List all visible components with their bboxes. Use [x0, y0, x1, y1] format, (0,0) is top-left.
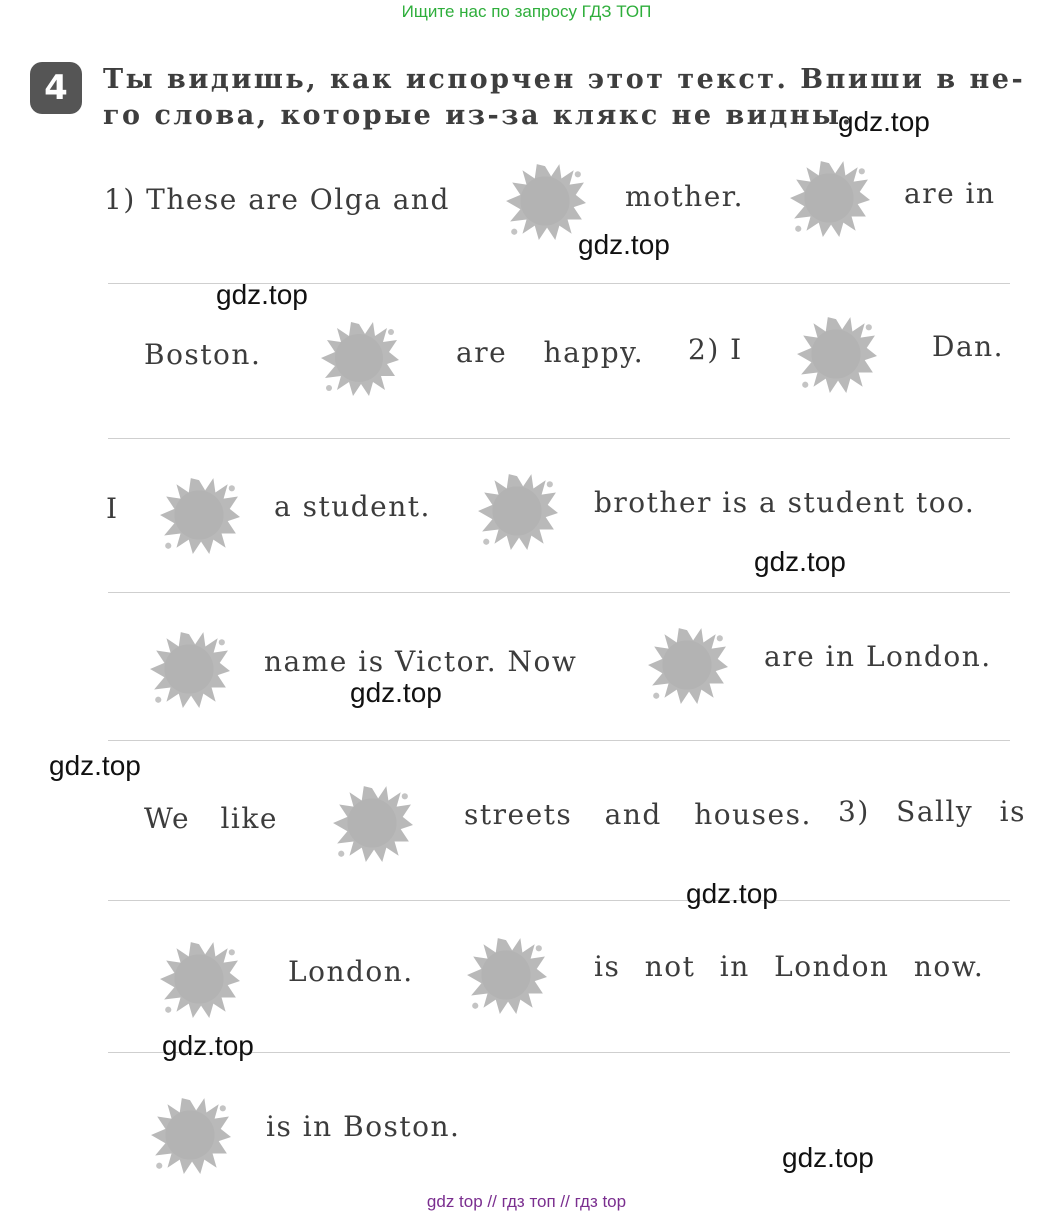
sentence-fragment: are in — [904, 177, 996, 210]
watermark: gdz.top — [350, 677, 442, 708]
sentence-fragment: a student. — [274, 490, 431, 523]
ink-blot — [328, 782, 416, 864]
sentence-fragment: are in London. — [764, 640, 992, 673]
exercise-number-badge: 4 — [30, 62, 82, 114]
watermark: gdz.top — [578, 229, 670, 260]
answer-line[interactable] — [108, 592, 1010, 593]
ink-blot — [156, 474, 242, 556]
footer-links[interactable]: gdz top // гдз топ // гдз top — [426, 1192, 627, 1211]
answer-line[interactable] — [108, 438, 1010, 439]
watermark: gdz.top — [754, 546, 846, 577]
sentence-fragment: 3) Sally is — [838, 795, 1026, 828]
sentence-fragment: is in Boston. — [266, 1110, 461, 1143]
sentence-fragment: streets and houses. — [464, 798, 812, 831]
watermark: gdz.top — [162, 1030, 254, 1061]
sentence-fragment: is not in London now. — [594, 950, 985, 983]
ink-blot — [644, 624, 730, 706]
ink-blot — [156, 938, 242, 1020]
sentence-fragment: London. — [288, 955, 414, 988]
watermark: gdz.top — [782, 1142, 874, 1173]
ink-blot — [786, 157, 872, 239]
sentence-fragment: mother. — [625, 180, 744, 213]
sentence-fragment: are happy. — [456, 336, 645, 369]
instruction-line-2: го слова, которые из-за клякс не видны. — [103, 100, 854, 131]
sentence-fragment: brother is a student too. — [594, 486, 976, 519]
sentence-fragment: We like — [144, 802, 278, 835]
answer-line[interactable] — [108, 740, 1010, 741]
sentence-fragment: 1) These are Olga and — [104, 183, 450, 216]
ink-blot — [792, 313, 880, 395]
ink-blot — [462, 934, 550, 1016]
watermark: gdz.top — [686, 878, 778, 909]
watermark: gdz.top — [49, 750, 141, 781]
answer-line[interactable] — [108, 900, 1010, 901]
ink-blot — [146, 1094, 234, 1176]
watermark: gdz.top — [216, 279, 308, 310]
sentence-fragment: 2) I — [688, 333, 743, 366]
sentence-fragment: Dan. — [932, 330, 1005, 363]
sentence-fragment: Boston. — [144, 338, 262, 371]
instruction-line-1: Ты видишь, как испорчен этот текст. Впиши в не- — [103, 64, 1026, 95]
ink-blot — [146, 628, 232, 710]
watermark: gdz.top — [838, 106, 930, 137]
ink-blot — [500, 160, 590, 242]
ink-blot — [314, 318, 404, 398]
sentence-fragment: I — [106, 492, 119, 525]
ink-blot — [474, 470, 560, 552]
sentence-fragment: name is Victor. Now — [264, 645, 578, 678]
header-search-link[interactable]: Ищите нас по запросу ГДЗ ТОП — [401, 2, 652, 21]
